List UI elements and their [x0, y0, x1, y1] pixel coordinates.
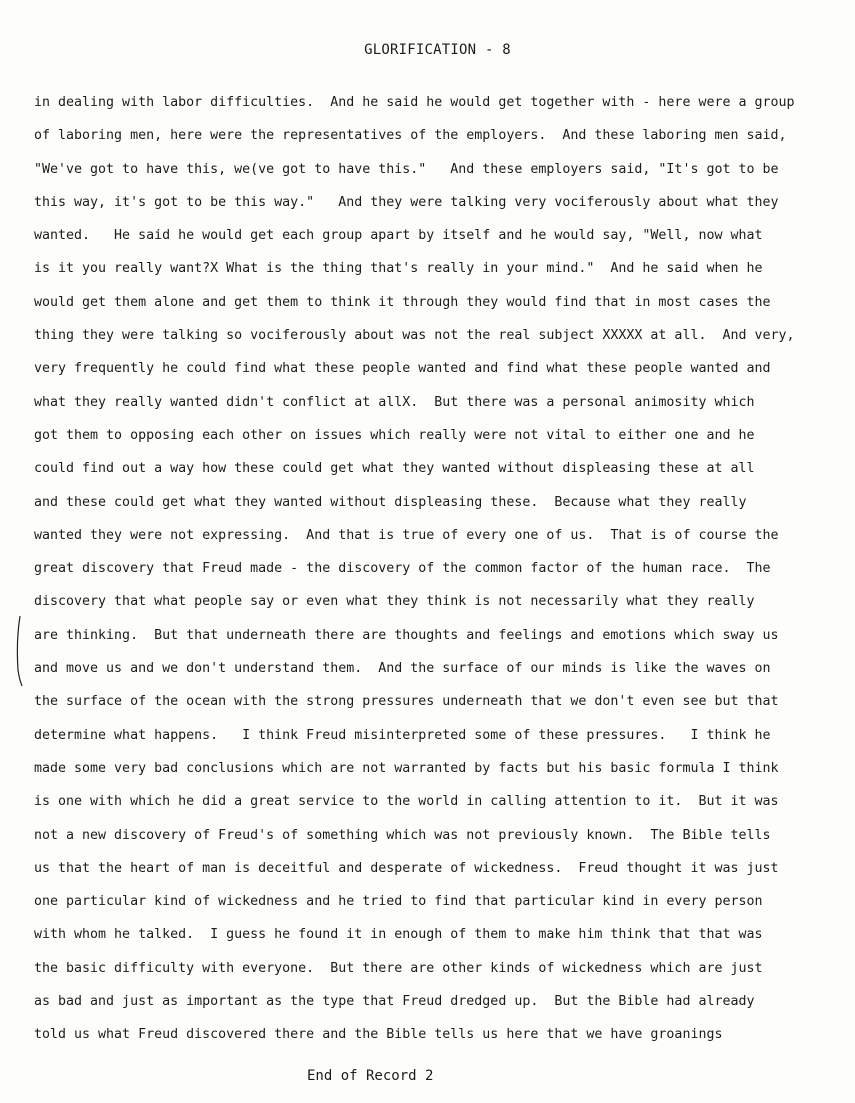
- text-line: as bad and just as important as the type that Freud dredged up. But the Bible had already: [34, 994, 755, 1010]
- text-line: would get them alone and get them to think it through they would find that in most cases the: [34, 294, 771, 310]
- text-line: could find out a way how these could get what they wanted without displeasing these at all: [34, 461, 755, 477]
- text-line: thing they were talking so vociferously about was not the real subject XXXXX at all. And very,: [34, 328, 795, 344]
- text-line: us that the heart of man is deceitful and desperate of wickedness. Freud thought it was just: [34, 860, 779, 876]
- text-line: the basic difficulty with everyone. But there are other kinds of wickedness which are just: [34, 960, 763, 976]
- text-line: is one with which he did a great service to the world in calling attention to it. But it was: [34, 794, 779, 810]
- text-line: "We've got to have this, we(ve got to have this." And these employers said, "It's got to be: [34, 161, 779, 177]
- text-line: and these could get what they wanted without displeasing these. Because what they really: [34, 494, 747, 510]
- text-line: in dealing with labor difficulties. And he said he would get together with - here were a group: [34, 95, 795, 110]
- text-line: is it you really want?X What is the thing that's really in your mind." And he said when he: [34, 261, 763, 277]
- text-line: with whom he talked. I guess he found it in enough of them to make him think that that was: [34, 927, 763, 943]
- text-line: one particular kind of wickedness and he tried to find that particular kind in every person: [34, 894, 763, 910]
- text-line: the surface of the ocean with the strong pressures underneath that we don't even see but that: [34, 694, 779, 710]
- page-header: GLORIFICATION - 8: [364, 42, 511, 58]
- text-line: great discovery that Freud made - the discovery of the common factor of the human race. The: [34, 561, 771, 577]
- text-line: of laboring men, here were the representatives of the employers. And these laboring men said,: [34, 128, 787, 144]
- body-text: [34, 91, 824, 1057]
- margin-mark: [14, 615, 24, 687]
- text-line: not a new discovery of Freud's of something which was not previously known. The Bible tells: [34, 827, 771, 843]
- text-line: made some very bad conclusions which are not warranted by facts but his basic formula I think: [34, 760, 779, 776]
- text-line: wanted. He said he would get each group apart by itself and he would say, "Well, now what: [34, 228, 763, 244]
- text-line: this way, it's got to be this way." And they were talking very vociferously about what they: [34, 194, 779, 210]
- text-line: are thinking. But that underneath there are thoughts and feelings and emotions which sway us: [34, 627, 779, 643]
- text-line: and move us and we don't understand them. And the surface of our minds is like the waves on: [34, 661, 771, 677]
- text-line: got them to opposing each other on issues which really were not vital to either one and he: [34, 427, 755, 443]
- text-line: discovery that what people say or even what they think is not necessarily what they really: [34, 594, 755, 610]
- text-line: determine what happens. I think Freud misinterpreted some of these pressures. I think he: [34, 727, 771, 743]
- text-line: very frequently he could find what these people wanted and find what these people wanted and: [34, 361, 771, 377]
- text-line: what they really wanted didn't conflict at allX. But there was a personal animosity which: [34, 394, 755, 410]
- page-footer: End of Record 2: [307, 1068, 434, 1084]
- text-line: told us what Freud discovered there and the Bible tells us here that we have groanings: [34, 1027, 723, 1043]
- text-line: wanted they were not expressing. And that is true of every one of us. That is of course the: [34, 527, 779, 543]
